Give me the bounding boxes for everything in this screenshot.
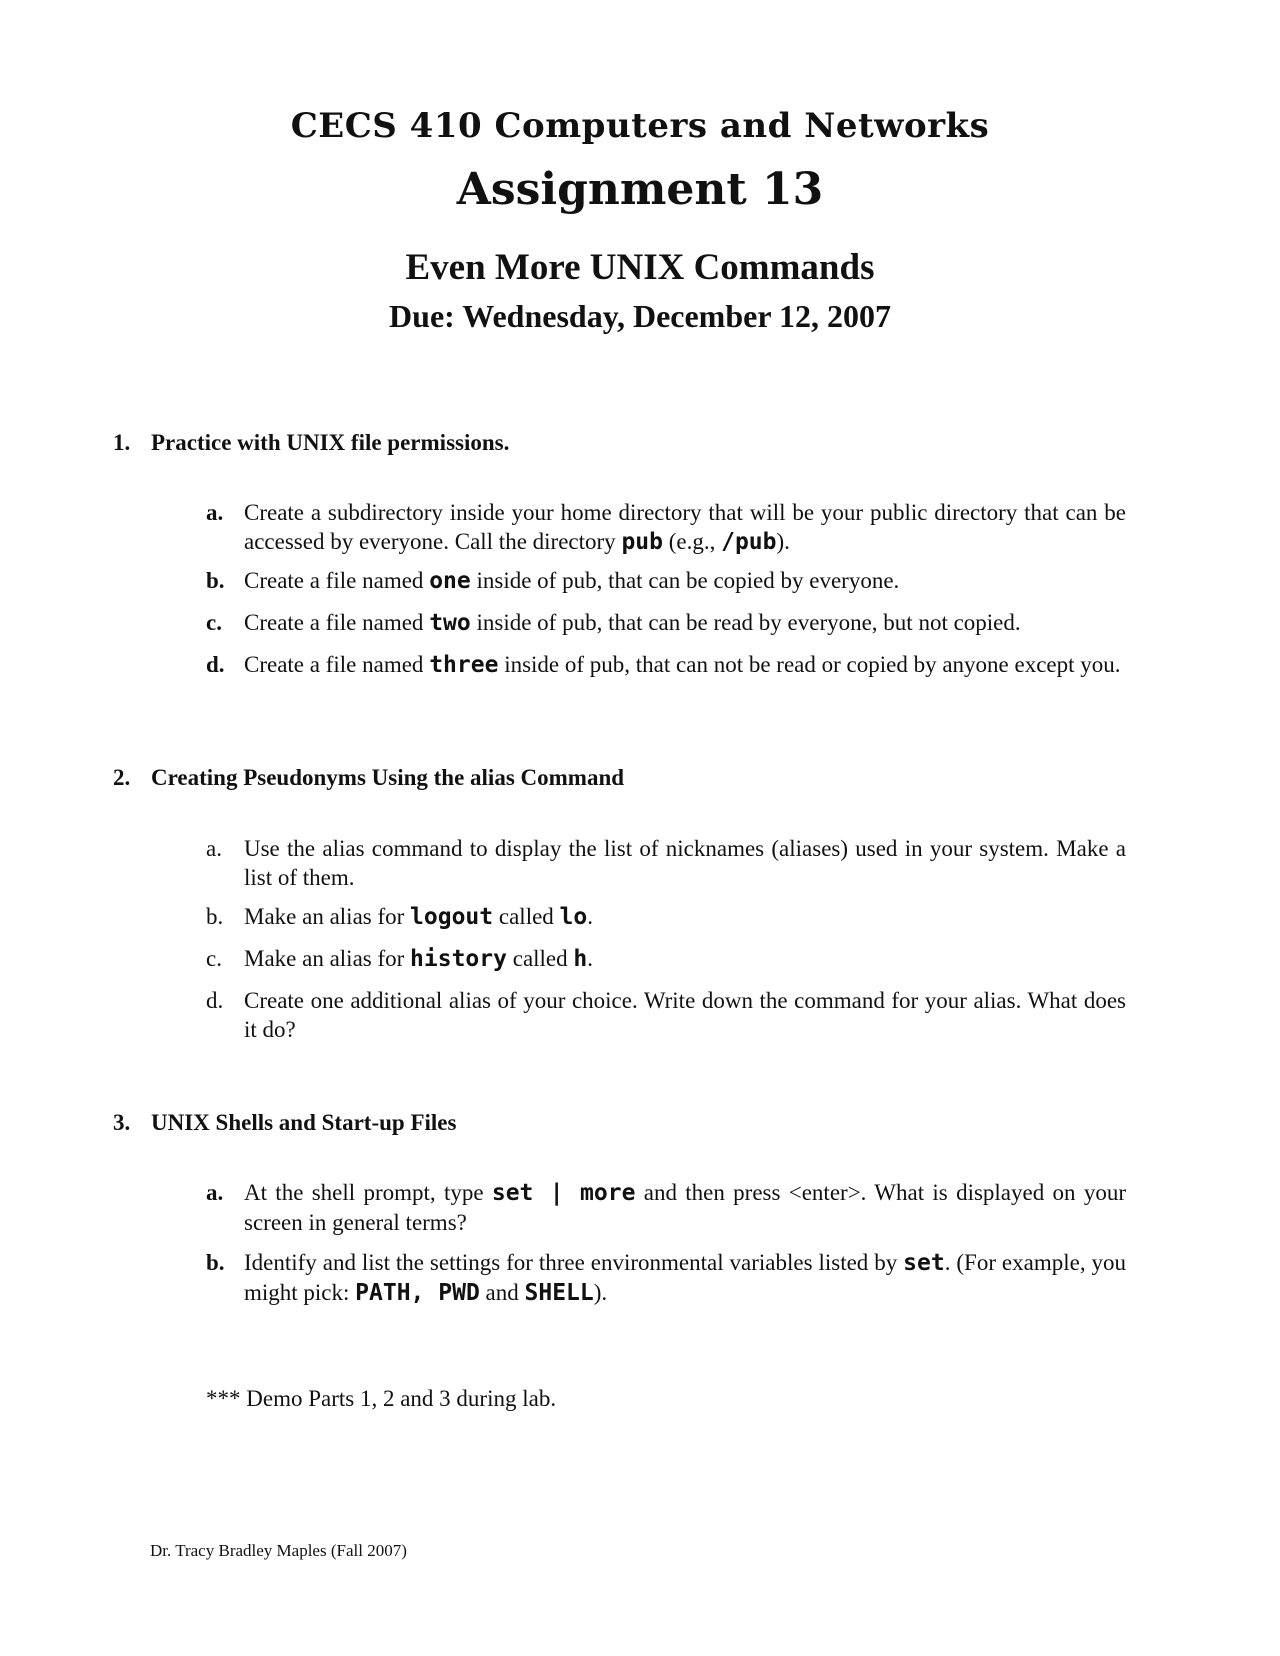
item-text: Use the alias command to display the list of nicknames (aliases) used in your system. Make a list of them. [244,836,1126,890]
code-path-pwd: PATH, PWD [355,1280,480,1306]
item-label: c. [206,610,222,635]
section-3-heading [113,1110,456,1136]
list-item-2c [206,944,1126,974]
item-label: b. [206,1250,225,1275]
list-item-1c [206,608,1126,638]
item-text: Create a file named one inside of pub, that can be copied by everyone. [244,568,900,594]
section-1-heading [113,430,509,456]
code-pub-path: /pub [721,529,777,555]
list-item-1d [206,650,1126,680]
section-2-heading [113,765,624,791]
code-logout: logout [410,904,494,930]
code-set-more: set | more [491,1180,636,1206]
item-label: a. [206,1180,224,1205]
item-label: a. [206,500,224,525]
page-footer: Dr. Tracy Bradley Maples (Fall 2007) [150,1541,407,1560]
item-label: b. [206,568,225,593]
item-text: Create a file named two inside of pub, that can be read by everyone, but not copied. [244,610,1021,636]
item-text: Create a file named three inside of pub, that can not be read or copied by anyone except you. [244,652,1121,678]
due-date: Due: Wednesday, December 12, 2007 [389,298,891,334]
list-item-3b [206,1248,1126,1308]
section-title: Creating Pseudonyms Using the alias Command [151,765,625,790]
section-number: 1. [113,430,131,455]
code-history: history [410,946,507,972]
item-text: Make an alias for logout called lo. [244,904,593,930]
section-title: UNIX Shells and Start-up Files [151,1110,457,1135]
item-text: Make an alias for history called h. [244,946,593,972]
section-number: 3. [113,1110,131,1135]
code-shell: SHELL [524,1280,594,1306]
list-item-2b [206,902,1126,932]
code-two: two [429,610,471,636]
code-h: h [573,946,588,972]
item-text: Create one additional alias of your choice. Write down the command for your alias. What does it do? [244,988,1126,1042]
item-label: d. [206,988,224,1013]
code-pub: pub [621,529,663,555]
section-title: Practice with UNIX file permissions. [151,430,510,455]
list-item-1b [206,566,1126,596]
course-title: CECS 410 Computers and Networks [290,106,990,146]
item-label: c. [206,946,222,971]
list-item-3a [206,1178,1126,1237]
code-three: three [429,652,499,678]
list-item-1a [206,498,1126,557]
code-set: set [903,1250,945,1276]
list-item-2a [206,834,1126,892]
demo-note: *** Demo Parts 1, 2 and 3 during lab. [206,1386,557,1411]
list-item-2d [206,986,1126,1044]
code-lo: lo [559,904,588,930]
item-label: a. [206,836,222,861]
item-label: d. [206,652,225,677]
item-text: Identify and list the settings for three environmental variables listed by set. (For example, you might pick: PATH, PWD and SHELL). [244,1250,1126,1306]
item-label: b. [206,904,224,929]
assignment-title: Assignment 13 [456,164,824,215]
code-one: one [429,568,471,594]
assignment-subtitle: Even More UNIX Commands [405,247,875,288]
section-number: 2. [113,765,131,790]
item-text: At the shell prompt, type set | more and then press <enter>. What is displayed on your screen in general terms? [244,1180,1126,1235]
item-text: Create a subdirectory inside your home directory that will be your public directory that can be accessed by everyone. Call the directory pub (e.g., /pub). [244,500,1126,555]
